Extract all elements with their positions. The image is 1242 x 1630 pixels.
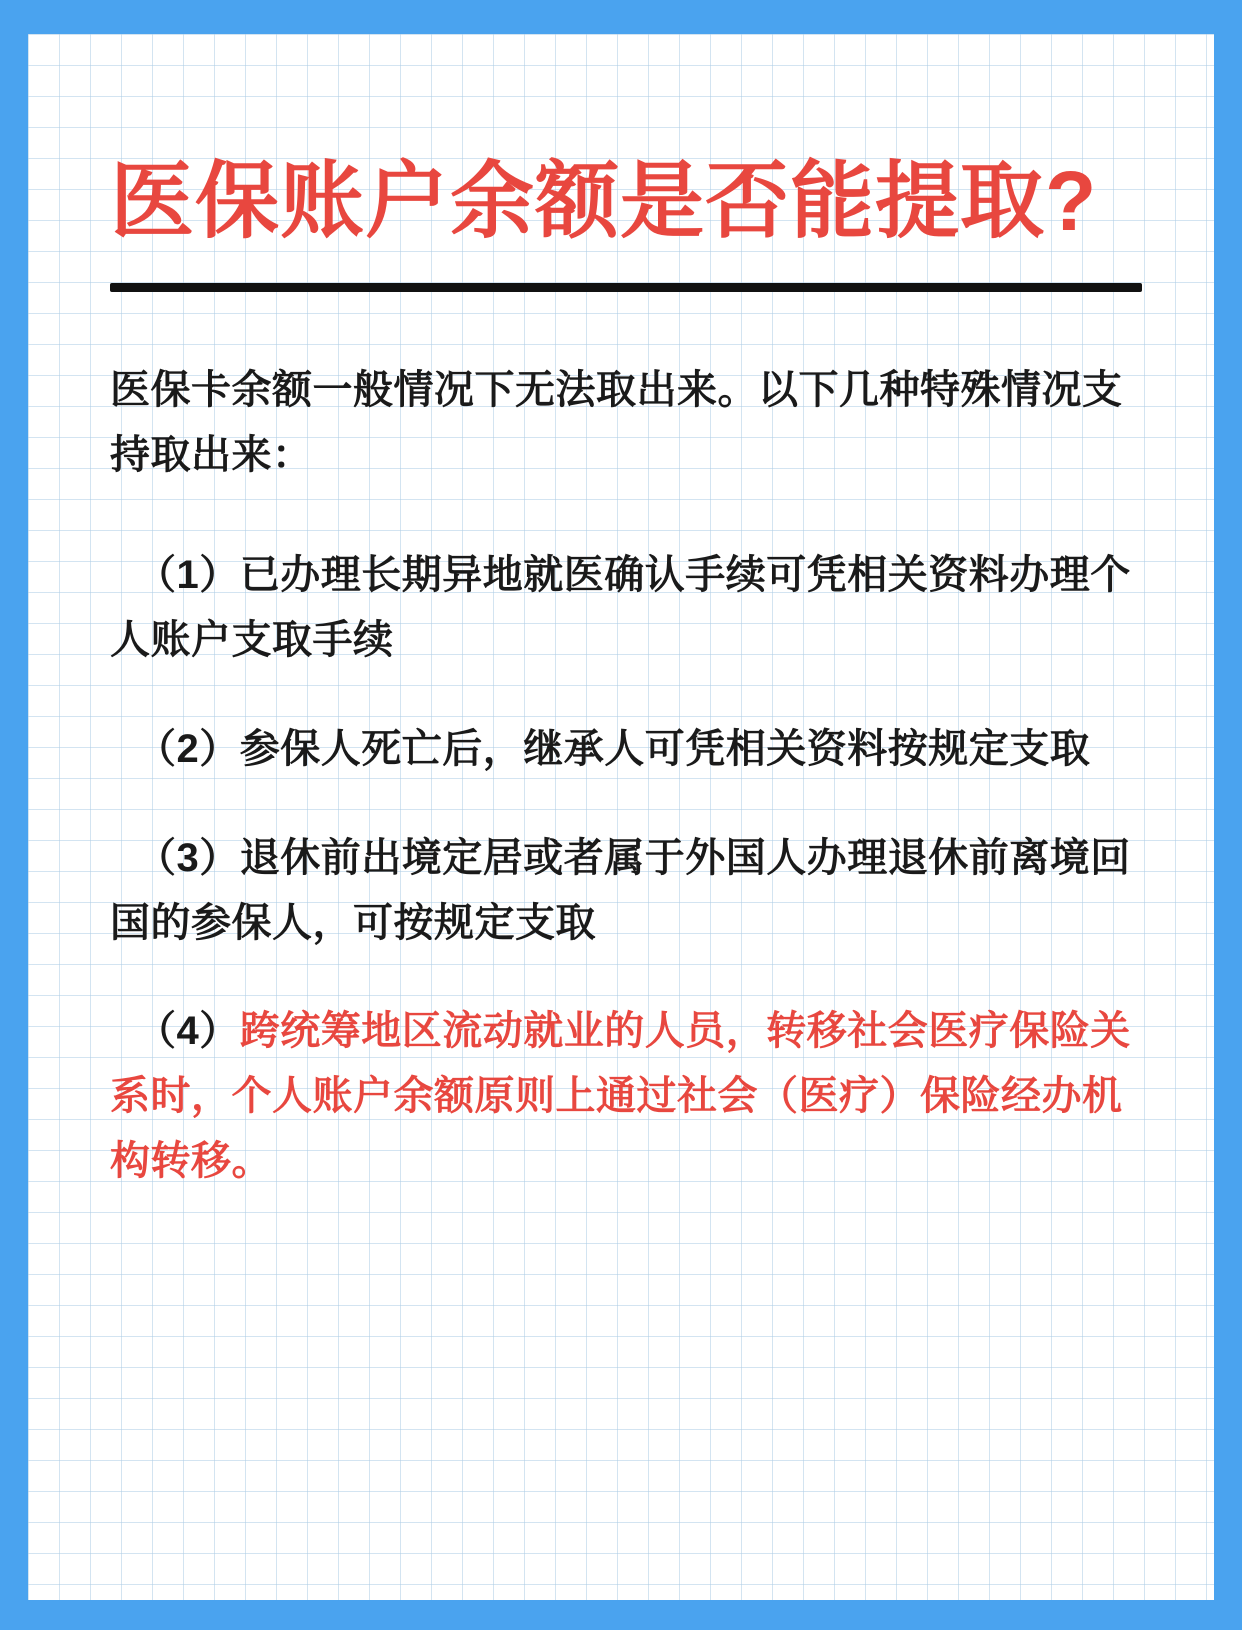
list-item-number: （2）: [136, 726, 240, 771]
list-item-highlighted: [110, 999, 1146, 1193]
body-content: [88, 358, 1154, 1194]
lead-paragraph: 医保卡余额一般情况下无法取出来。以下几种特殊情况支持取出来：: [110, 367, 1123, 477]
list-item-number: （3）: [136, 835, 240, 880]
list-item-number: （1）: [136, 553, 240, 598]
note-sheet: [28, 34, 1214, 1600]
list-item-text: 已办理长期异地就医确认手续可凭相关资料办理个人账户支取手续: [110, 553, 1131, 663]
list-item: [110, 717, 1146, 782]
list-item: [110, 826, 1146, 956]
list-item-text: 跨统筹地区流动就业的人员，转移社会医疗保险关系时，个人账户余额原则上通过社会（医疗）保险经办机构转移。: [110, 1009, 1131, 1183]
title-underline-divider: [110, 283, 1142, 292]
page-title: 医保账户余额是否能提取?: [110, 154, 1098, 248]
list-item-number: （4）: [136, 1009, 240, 1054]
list-item: [110, 543, 1146, 673]
list-item-text: 参保人死亡后，继承人可凭相关资料按规定支取: [239, 726, 1091, 771]
list-item-text: 退休前出境定居或者属于外国人办理退休前离境回国的参保人，可按规定支取: [110, 835, 1131, 945]
